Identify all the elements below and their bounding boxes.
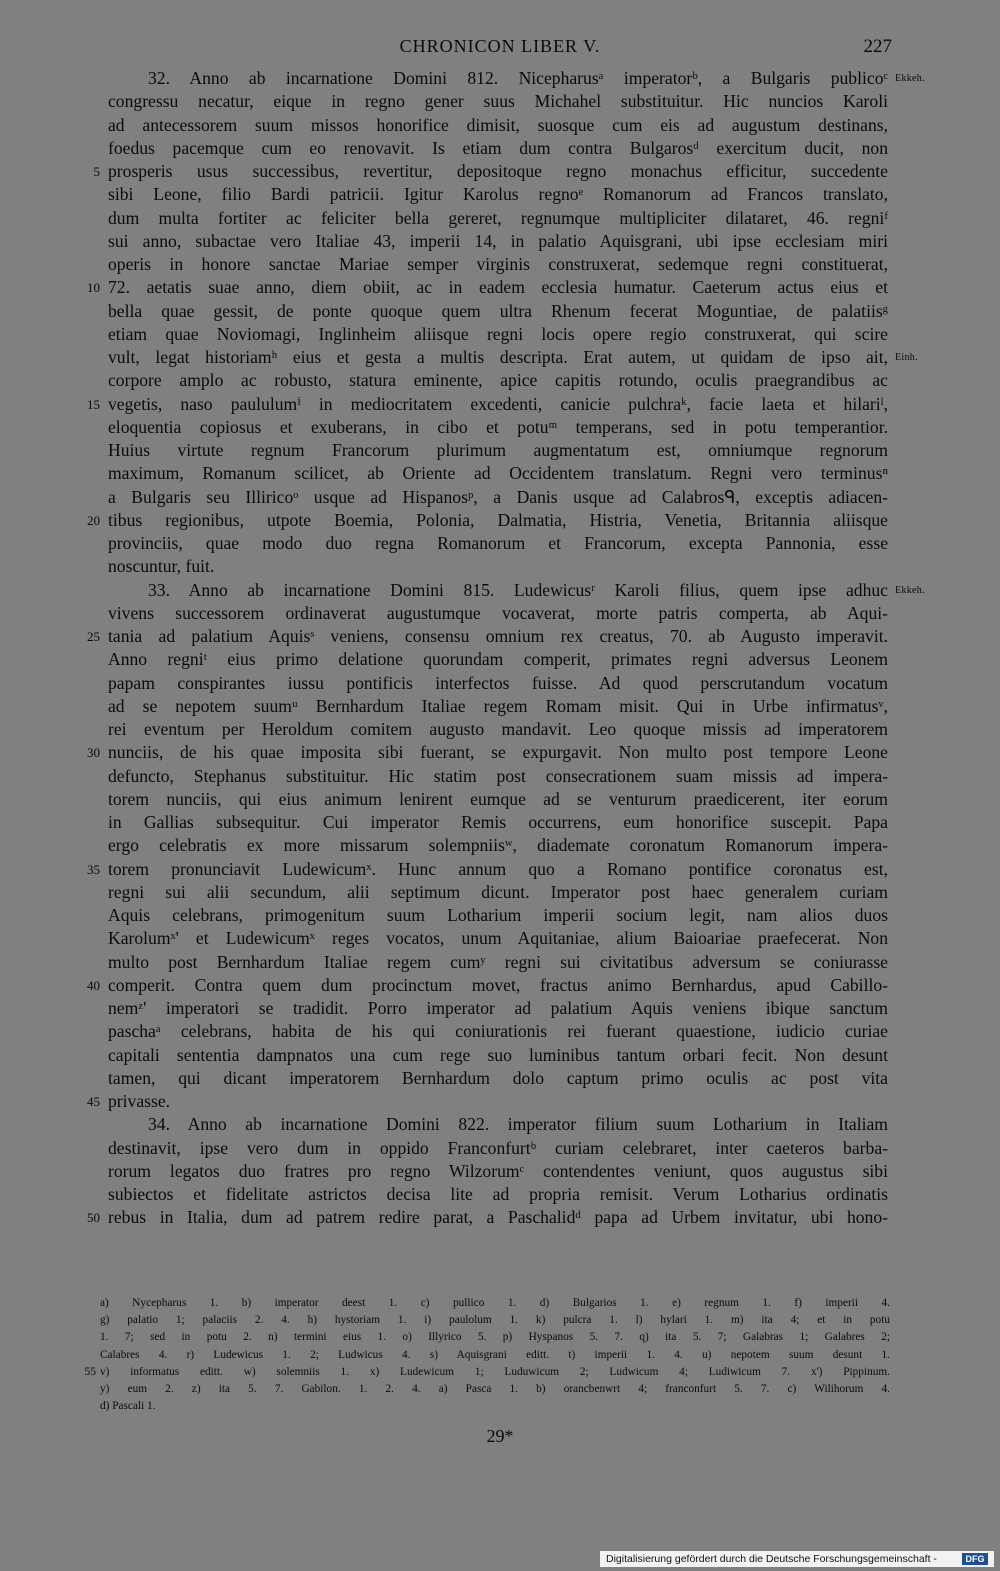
text-line [108, 1183, 888, 1206]
text-line [108, 486, 888, 509]
line-text: paschaᵃ celebrans, habita de his qui coniurationis rei fuerant quaestione, iudicio curiae [108, 1021, 888, 1042]
main-text [87, 67, 925, 1230]
running-head [108, 36, 892, 62]
text-line [108, 602, 888, 625]
line-text: vegetis, naso paululumⁱ in mediocritatem excedenti, canicie pulchraᵏ, facie laeta et hilariˡ, [108, 393, 888, 414]
line-text: Anno regniᵗ eius primo delatione quorundam comperit, primates regni adversus Leonem [108, 649, 888, 670]
dfg-logo[interactable]: DFG [962, 1553, 988, 1565]
line-text: Aquis celebrans, primogenitum suum Lotharium imperii socium legit, nam alios duos [108, 905, 888, 925]
line-text: rei eventum per Heroldum comitem augusto mandavit. Leo quoque missis ad imperatorem [108, 719, 888, 739]
text-line [108, 718, 888, 741]
text-line [108, 695, 888, 718]
text-line [108, 927, 888, 950]
line-number: 40 [87, 977, 100, 993]
line-text: in Gallias subsequitur. Cui imperator Remis occurrens, eum honorifice suscepit. Papa [108, 812, 888, 832]
text-line [108, 230, 888, 253]
line-text: Karolumˣ' et Ludewicumˣ reges vocatos, unum Aquitaniae, alium Baioariae praefecerat. Non [108, 928, 888, 949]
text-line [108, 323, 888, 346]
line-text: tibus regionibus, utpote Boemia, Polonia, Dalmatia, Histria, Venetia, Britannia aliisque [108, 509, 888, 530]
line-text: corpore amplo ac robusto, statura eminente, apice capitis rotundo, oculis praegrandibus ac [108, 370, 888, 391]
footnote-text: g) palatio 1; palaciis 2. 4. h) hystoriam 1. i) paulolum 1. k) pulcra 1. l) hylari 1. m) ita 4; et in potu [100, 1314, 890, 1327]
text-line [108, 183, 888, 206]
line-number: 55 [84, 1365, 96, 1378]
line-text: etiam quae Noviomagi, Inglinheim aliisque regni locis opere regio construxerat, qui scire [108, 323, 888, 344]
margin-source-note: Ekkeh. [895, 73, 925, 84]
footnote-text: d) Pascali 1. [100, 1400, 156, 1413]
line-text: multo post Bernhardum Italiae regem cumʸ regni sui civitatibus adversum se coniurasse [108, 951, 888, 972]
line-text: dum multa fortiter ac feliciter bella gereret, regnumque multipliciter dilataret, 46. regniᶠ [108, 207, 888, 228]
footnote-line [100, 1312, 890, 1329]
text-line [108, 834, 888, 857]
line-text: prosperis usus successibus, revertitur, depositoque regno monachus efficitur, succedente [108, 161, 888, 181]
footnote-line [100, 1329, 890, 1346]
footnote-line [100, 1347, 890, 1364]
line-text: provinciis, quae modo duo regna Romanorum et Francorum, excepta Pannonia, esse [108, 533, 888, 553]
text-line [87, 1206, 888, 1229]
line-text: vult, legat historiamʰ eius et gesta a multis descripta. Erat autem, ut quidam de ipso ait, [108, 347, 888, 367]
line-text: a Bulgaris seu Illiricoᵒ usque ad Hispanosᵖ, a Danis usque ad Calabrosᑫ, exceptis adiacen- [108, 486, 888, 507]
text-line [108, 881, 888, 904]
text-line [87, 974, 888, 997]
footnote-text: 1. 7; sed in potu 2. n) termini eius 1. o) Illyrico 5. p) Hyspanos 5. 7. q) ita 5. 7; Galabras 1; Galabres 2; [100, 1331, 890, 1344]
text-line [108, 1113, 888, 1136]
text-line [87, 741, 888, 764]
line-text: operis in honore sanctae Mariae semper virginis construxerat, sedemque regni constituerat, [108, 254, 888, 274]
text-line [108, 765, 888, 788]
line-number: 25 [87, 629, 100, 644]
line-number: 10 [87, 280, 100, 296]
text-line [93, 160, 888, 183]
line-text: rebus in Italia, dum ad patrem redire parat, a Paschalidᵈ papa ad Urbem invitatur, ubi hono- [108, 1207, 888, 1228]
signature-mark: 29* [486, 1426, 514, 1446]
footnote-line [100, 1381, 890, 1398]
line-text: ergo celebratis ex more missarum solempniisʷ, diademate coronatum Romanorum impera- [108, 835, 888, 856]
line-text: 32. Anno ab incarnatione Domini 812. Nicepharusᵃ imperatorᵇ, a Bulgaris publicoᶜ [148, 68, 888, 88]
line-text: foedus pacemque cum eo renovavit. Is etiam dum contra Bulgarosᵈ exercitum ducit, non [108, 137, 888, 158]
line-text: noscuntur, fuit. [108, 556, 215, 577]
line-text: nunciis, de his quae imposita sibi fuerant, se expurgavit. Non multo post tempore Leone [108, 742, 888, 763]
text-line [108, 904, 888, 927]
text-line [108, 462, 888, 485]
text-line [108, 648, 888, 671]
text-line [108, 439, 888, 462]
text-line [108, 416, 888, 439]
text-line [108, 369, 888, 392]
text-line [87, 276, 888, 299]
text-line [108, 1020, 888, 1043]
text-line [108, 811, 888, 834]
line-text: sibi Leone, filio Bardi patricii. Igitur Karolus regnoᵉ Romanorum ad Francos translato, [108, 184, 888, 205]
footnote-text: a) Nycepharus 1. b) imperator deest 1. c) pullico 1. d) Bulgarios 1. e) regnum 1. f) imperii 4. [100, 1297, 890, 1309]
line-text: bella quae gessit, de ponte quoque quem ultra Rhenum fecerat Moguntiae, de palatiisᵍ [108, 300, 888, 321]
line-text: Huius virtute regnum Francorum plurimum augmentatum est, omniumque regnorum [108, 440, 888, 460]
footer-bar [600, 1551, 994, 1567]
line-text: regni sui alii secundum, alii septimum dicunt. Imperator post haec generalem curiam [108, 881, 888, 902]
footnote-text: Calabres 4. r) Ludewicus 1. 2; Ludwicus 4. s) Aquisgrani editt. t) imperii 1. 4. u) nepotem suum desunt 1. [100, 1348, 890, 1361]
text-line [108, 137, 888, 160]
text-line [108, 1067, 888, 1090]
line-text: torem pronunciavit Ludewicumˣ. Hunc annum quo a Romano pontifice coronatus est, [108, 858, 888, 879]
text-line [108, 90, 888, 113]
text-line [108, 114, 888, 137]
text-line [108, 1137, 888, 1160]
line-text: eloquentia copiosus et exuberans, in cibo et potuᵐ temperans, sed in potu temperantior. [108, 416, 888, 437]
footnote-text: v) informatus editt. w) solemniis 1. x) Ludewicum 1; Luduwicum 2; Ludwicum 4; Ludiwicum 7. x') Pippinum. [100, 1365, 890, 1378]
line-text: maximum, Romanum scilicet, ab Oriente ad Occidentem translatum. Regni vero terminusⁿ [108, 463, 888, 484]
line-number: 45 [87, 1094, 100, 1109]
line-text: nemᶻ' imperatori se tradidit. Porro imperator ad palatium Aquis veniens ibique sanctum [108, 998, 888, 1018]
line-number: 20 [87, 512, 100, 528]
footnote-line [100, 1398, 890, 1415]
text-line [108, 951, 888, 974]
text-line [108, 555, 888, 578]
line-text: comperit. Contra quem dum procinctum movet, fractus animo Bernhardus, apud Cabillo- [108, 974, 888, 995]
text-line [108, 788, 888, 811]
line-text: congressu necatur, eique in regno gener suus Michahel substituitur. Hic nuncios Karoli [108, 91, 888, 112]
line-text: ad antecessorem suum missos honorifice dimisit, suosque cum eis ad augustum destinans, [108, 114, 888, 135]
line-number: 30 [87, 745, 100, 761]
line-text: tamen, qui dicant imperatorem Bernhardum dolo captum primo oculis ac post vita [108, 1067, 888, 1088]
line-number: 35 [87, 861, 100, 877]
text-line [87, 1090, 888, 1113]
footnote-line [84, 1364, 890, 1381]
line-text: capitali sententia dampnatos una cum rege suo luminibus tantum orbari fecit. Non desunt [108, 1044, 888, 1065]
line-text: sui anno, subactae vero Italiae 43, imperii 14, in palatio Aquisgrani, ubi ipse ecclesiam miri [108, 230, 888, 251]
footnote-line [100, 1295, 890, 1312]
text-line [87, 625, 888, 648]
line-text: 34. Anno ab incarnatione Domini 822. imperator filium suum Lotharium in Italiam [148, 1114, 888, 1135]
footnotes [84, 1295, 890, 1415]
margin-source-note: Ekkeh. [895, 584, 925, 596]
margin-source-note: Einh. [895, 352, 918, 363]
text-line [87, 858, 888, 881]
text-line [108, 300, 888, 323]
text-line [108, 1044, 888, 1067]
line-text: ad se nepotem suumᵘ Bernhardum Italiae regem Romam misit. Qui in Urbe infirmatusᵛ, [108, 695, 888, 716]
footnote-text: y) eum 2. z) ita 5. 7. Gabilon. 1. 2. 4. a) Pasca 1. b) orancbenwrt 4; franconfurt 5. 7. c) Wilihorum 4. [100, 1382, 890, 1395]
line-text: 33. Anno ab incarnatione Domini 815. Ludewicusʳ Karoli filius, quem ipse adhuc [148, 579, 888, 600]
running-title: CHRONICON LIBER V. [399, 36, 601, 56]
line-number: 5 [93, 164, 100, 179]
text-line [108, 579, 925, 602]
line-text: 72. aetatis suae anno, diem obiit, ac in eadem ecclesia humatur. Caeterum actus eius et [108, 277, 888, 298]
text-line [87, 393, 888, 416]
line-text: tania ad palatium Aquisˢ veniens, consensu omnium rex creatus, 70. ab Augusto imperavit. [108, 626, 888, 646]
line-number: 50 [87, 1210, 100, 1226]
line-text: torem nunciis, qui eius animum lenirent eumque ad se venturum praedicerent, iter eorum [108, 788, 888, 809]
footer-credit: Digitalisierung gefördert durch die Deutsche Forschungsgemeinschaft - [606, 1553, 937, 1565]
line-number: 15 [87, 396, 100, 412]
text-line [108, 1160, 888, 1183]
line-text: destinavit, ipse vero dum in oppido Franconfurtᵇ curiam celebraret, inter caeteros barba- [108, 1137, 888, 1158]
text-line [108, 207, 888, 230]
text-line [108, 346, 918, 369]
text-line [108, 253, 888, 276]
line-text: subiectos et fidelitate astrictos decisa lite ad propria remisit. Verum Lotharius ordinatis [108, 1184, 888, 1204]
text-line [108, 672, 888, 695]
text-line [108, 997, 888, 1020]
line-text: papam conspirantes iussu pontificis interfectos fuisse. Ad quod perscrutandum vocatum [108, 672, 888, 693]
page-number: 227 [863, 36, 892, 57]
text-line [87, 509, 888, 532]
line-text: privasse. [108, 1091, 171, 1111]
text-line [108, 532, 888, 555]
text-line [108, 67, 925, 90]
line-text: defuncto, Stephanus substituitur. Hic statim post consecrationem suam missis ad impera- [108, 765, 888, 786]
line-text: rorum legatos duo fratres pro regno Wilzorumᶜ contendentes veniunt, quos augustus sibi [108, 1160, 888, 1181]
line-text: vivens successorem ordinaverat augustumque vocaverat, morte patris comperta, ab Aqui- [108, 602, 888, 623]
